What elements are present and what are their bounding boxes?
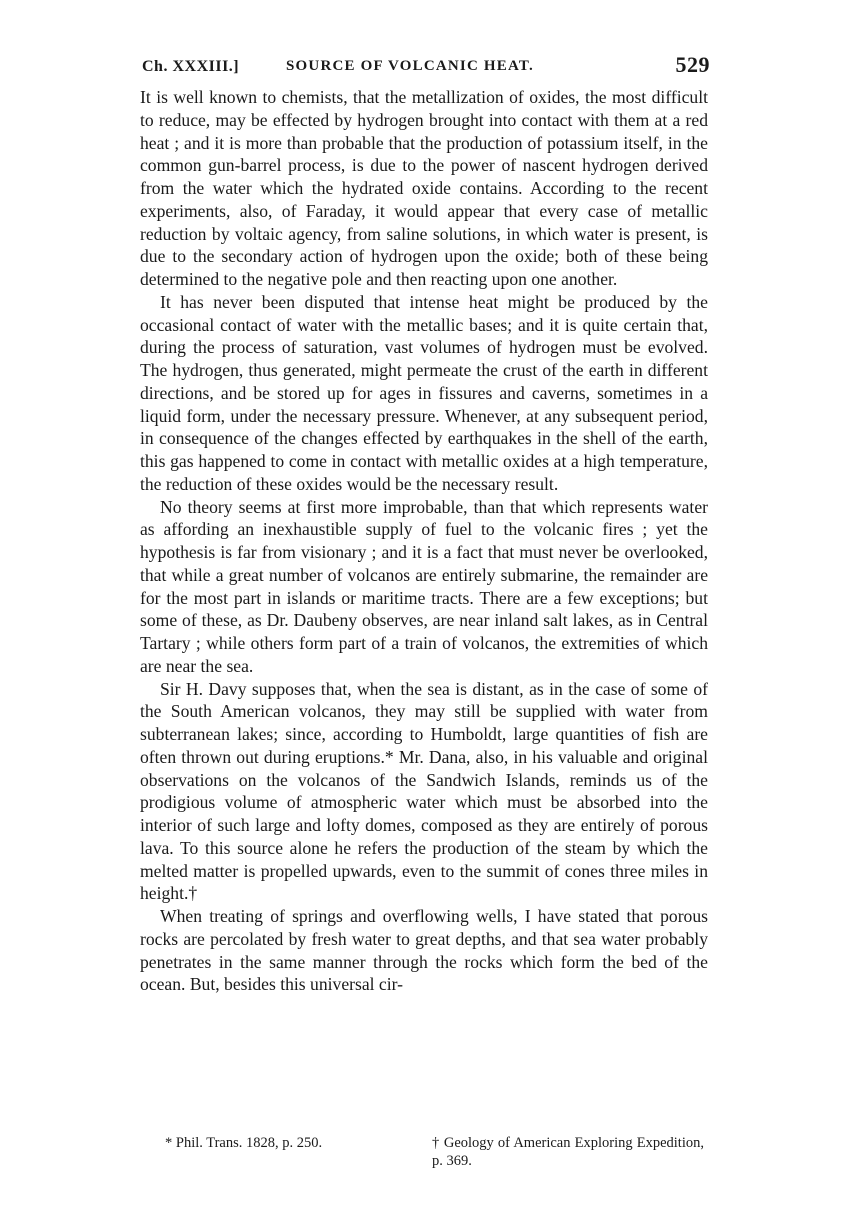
footnote: † Geology of American Exploring Expedition, p. 369. <box>432 1135 704 1169</box>
body-text <box>140 86 708 996</box>
book-page <box>140 52 710 1169</box>
running-title: SOURCE OF VOLCANIC HEAT. <box>286 58 534 74</box>
footnote: * Phil. Trans. 1828, p. 250. <box>165 1135 323 1151</box>
paragraph: No theory seems at first more improbable, than that which represents water as affording an inexhaustible supply of fuel to the volcanic fires ; yet the hypothesis is far from visionary ; and it is a fact that must never be overlooked, that while a great number of volcanos are entirely submarine, the remainder are for the most part in islands or maritime tracts. There are a few exceptions; but some of these, as Dr. Daubeny observes, are near inland salt lakes, as in Central Tartary ; while others form part of a train of volcanos, the extremities of which are near the sea. <box>140 496 708 676</box>
chapter-label: Ch. XXXIII.] <box>142 58 240 75</box>
page-number: 529 <box>675 52 710 77</box>
paragraph: Sir H. Davy supposes that, when the sea is distant, as in the case of some of the South American volcanos, they may still be supplied with water from subterranean lakes; since, according to Humboldt, large quantities of fish are often thrown out during eruptions.* Mr. Dana, also, in his valuable and original observations on the volcanos of the Sandwich Islands, reminds us of the prodigious volume of atmospheric water which must be absorbed into the interior of such large and lofty domes, composed as they are entirely of porous lava. To this source alone he refers the production of the steam by which the melted matter is propelled upwards, even to the summit of cones three miles in height.† <box>140 678 708 904</box>
running-header <box>140 52 708 82</box>
paragraph: It is well known to chemists, that the metallization of oxides, the most difficult to reduce, may be effected by hydrogen brought into contact with them at a red heat ; and it is more than probable that the production of potassium itself, in the common gun-barrel process, is due to the power of nascent hydrogen derived from the water which the hydrated oxide contains. According to the recent experiments, also, of Faraday, it would appear that every case of metallic reduction by voltaic agency, from saline solutions, in which water is present, is due to the secondary action of hydrogen upon the oxide; both of these being determined to the negative pole and then reacting upon one another. <box>140 87 708 289</box>
paragraph: When treating of springs and overflowing wells, I have stated that porous rocks are percolated by fresh water to great depths, and that sea water probably penetrates in the same manner through the rocks which form the bed of the ocean. But, besides this universal cir- <box>140 906 708 995</box>
paragraph: It has never been disputed that intense heat might be produced by the occasional contact of water with the metallic bases; and it is quite certain that, during the process of saturation, vast volumes of hydrogen must be evolved. The hydrogen, thus generated, might permeate the crust of the earth in different directions, and be stored up for ages in fissures and caverns, sometimes in a liquid form, under the necessary pressure. Whenever, at any subsequent period, in consequence of the changes effected by earthquakes in the shell of the earth, this gas happened to come in contact with metallic oxides at a high temperature, the reduction of these oxides would be the necessary result. <box>140 291 708 494</box>
